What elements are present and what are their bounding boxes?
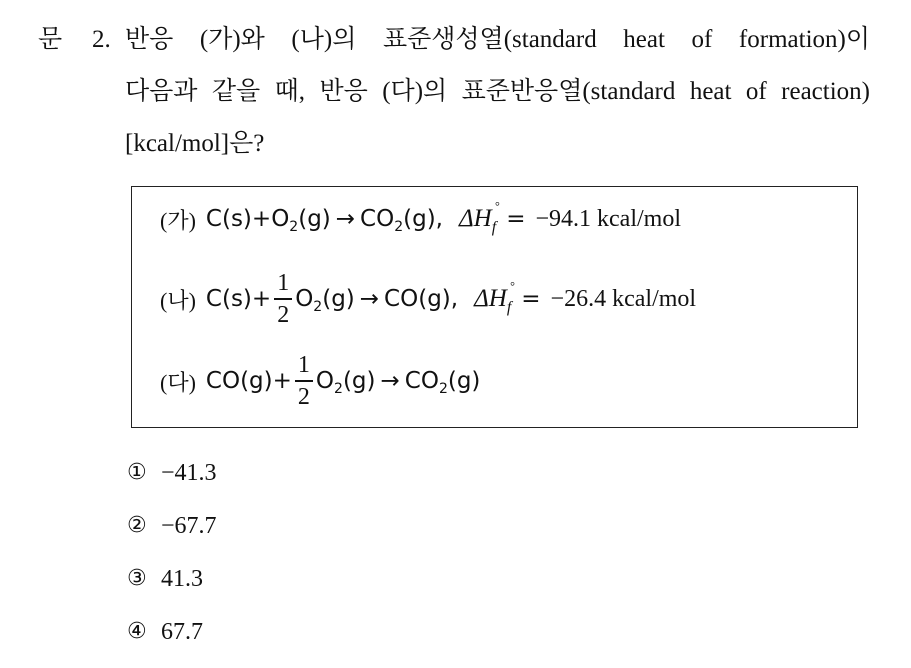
product-subscript: 2: [394, 219, 404, 235]
reaction-equation: [205, 206, 443, 235]
fraction-denominator: 2: [297, 383, 310, 410]
choice-value: 41.3: [161, 566, 203, 592]
reaction-da: [160, 345, 480, 417]
choice-marker: ②: [127, 513, 147, 538]
plus-sign: +: [272, 368, 292, 394]
product-symbol: CO: [404, 368, 439, 394]
equals-sign: =: [521, 286, 541, 312]
enthalpy-symbol: [474, 279, 515, 316]
reaction-arrow: →: [359, 286, 380, 312]
reaction-label: (다): [160, 369, 196, 395]
standard-state-degree: °: [510, 279, 515, 293]
reaction-arrow: →: [380, 368, 400, 394]
half-fraction: [295, 353, 313, 409]
reaction-box: [131, 186, 858, 428]
reaction-na: [160, 263, 696, 335]
answer-choice-3[interactable]: [127, 564, 203, 594]
question-text-line-1: 반응 (가)와 (나)의 표준생성열(standard heat of formation)이: [125, 26, 870, 53]
enthalpy-delta-h: ΔH: [459, 205, 492, 232]
enthalpy-value: −94.1: [535, 205, 592, 232]
reaction-label: (가): [160, 207, 196, 233]
enthalpy-unit: kcal/mol: [612, 285, 697, 312]
oxygen-state: (g): [298, 206, 331, 232]
enthalpy-symbol: [459, 199, 500, 236]
oxygen-formula: [315, 368, 376, 397]
reaction-equation: [206, 353, 481, 409]
question-label: 문: [38, 26, 63, 53]
formation-subscript: f: [506, 299, 512, 316]
oxygen-symbol: O: [315, 368, 335, 394]
product-state: (g): [447, 368, 481, 394]
product-state: (g),: [403, 206, 443, 232]
enthalpy-value: −26.4: [550, 285, 607, 312]
choice-value: 67.7: [161, 619, 203, 645]
fraction-numerator: 1: [297, 352, 310, 379]
product-state: (g),: [418, 286, 459, 312]
reactant-carbon: C(s): [205, 206, 252, 232]
reactant-carbon: C(s): [205, 286, 252, 312]
choice-marker: ③: [127, 566, 147, 591]
oxygen-subscript: 2: [313, 299, 323, 315]
reaction-equation: [206, 271, 458, 327]
product-formula: [384, 286, 458, 312]
question-text-line-2: 다음과 같을 때, 반응 (다)의 표준반응열(standard heat of reaction): [125, 78, 870, 105]
formation-subscript: f: [491, 219, 497, 236]
half-fraction: [274, 271, 292, 327]
choice-value: −41.3: [161, 460, 217, 486]
reaction-label: (나): [160, 287, 196, 313]
fraction-denominator: 2: [277, 301, 290, 328]
choice-marker: ④: [127, 619, 147, 644]
product-formula: [360, 206, 443, 235]
oxygen-symbol: O: [295, 286, 314, 312]
oxygen-state: (g): [342, 368, 376, 394]
plus-sign: +: [251, 286, 272, 312]
enthalpy-delta-h: ΔH: [474, 285, 507, 312]
oxygen-symbol: O: [271, 206, 290, 232]
product-formula: [404, 368, 481, 397]
enthalpy-unit: kcal/mol: [597, 205, 681, 232]
answer-choice-2[interactable]: [127, 511, 217, 541]
oxygen-formula: [295, 286, 355, 315]
oxygen-state: (g): [322, 286, 355, 312]
choice-value: −67.7: [161, 513, 217, 539]
reactant-carbon-monoxide: CO(g): [205, 368, 273, 394]
plus-sign: +: [251, 206, 272, 232]
standard-state-degree: °: [495, 199, 500, 213]
product-subscript: 2: [438, 381, 448, 397]
product-symbol: CO: [384, 286, 419, 312]
oxygen-subscript: 2: [334, 381, 343, 397]
oxygen-subscript: 2: [289, 219, 299, 235]
answer-choice-1[interactable]: [127, 458, 217, 488]
equals-sign: =: [506, 206, 526, 232]
question-text-line-3: [kcal/mol]은?: [125, 130, 265, 157]
answer-choice-4[interactable]: [127, 617, 203, 647]
fraction-numerator: 1: [277, 270, 290, 297]
question-number: 2.: [92, 26, 111, 53]
choice-marker: ①: [127, 460, 147, 485]
reaction-ga: [160, 201, 681, 237]
product-symbol: CO: [360, 206, 395, 232]
oxygen-formula: [271, 206, 331, 235]
reaction-arrow: →: [335, 206, 356, 232]
